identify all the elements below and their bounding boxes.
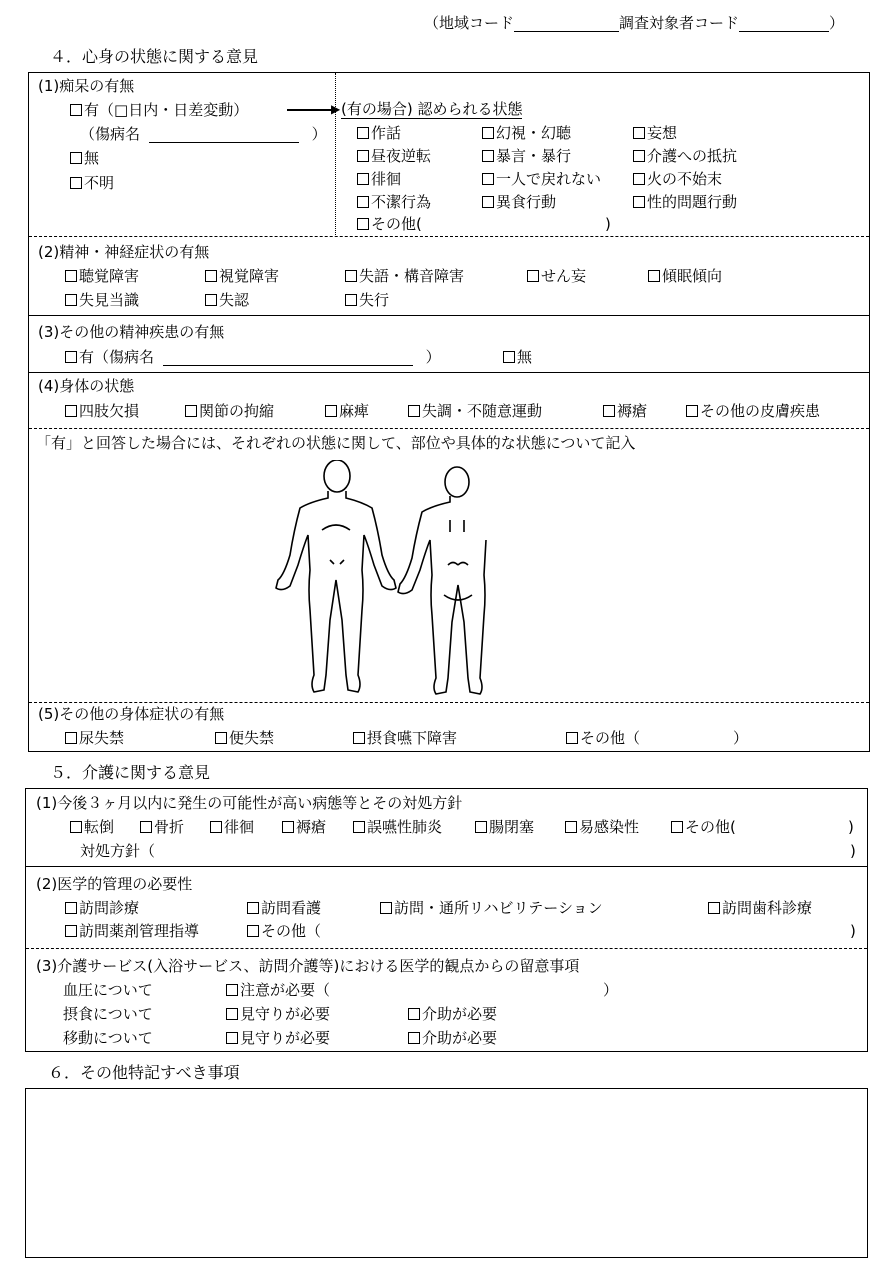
q1-label: (1)痴呆の有無 [38,77,135,95]
checkbox[interactable] [65,270,77,282]
state-item[interactable]: 異食行動 [482,193,556,211]
policy-label[interactable]: 対処方針（ [80,842,156,860]
checkbox[interactable] [566,732,578,744]
checkbox[interactable] [603,405,615,417]
checkbox[interactable] [475,821,487,833]
s5-q1-item[interactable]: 転倒 [70,818,114,836]
state-item[interactable]: 幻視・幻聴 [482,124,571,142]
state-item[interactable]: 介護への抵抗 [633,147,737,165]
state-other[interactable]: その他( [357,215,422,233]
q2-item[interactable]: 傾眠傾向 [648,267,722,285]
checkbox[interactable] [210,821,222,833]
dementia-no[interactable]: 無 [70,149,99,167]
intake-option[interactable]: 介助が必要 [408,1005,497,1023]
section-5-title: ５．介護に関する意見 [50,763,211,782]
q3-label: (3)その他の精神疾患の有無 [38,323,225,341]
checkbox[interactable] [633,127,645,139]
q3-yes[interactable]: 有（傷病名 ） [65,348,441,366]
bp-close: ） [603,981,619,999]
checkbox[interactable] [353,821,365,833]
divider [26,948,867,949]
q2-item[interactable]: 失認 [205,291,249,309]
checkbox[interactable] [357,150,369,162]
checkbox[interactable] [482,150,494,162]
checkbox[interactable] [65,732,77,744]
checkbox[interactable] [345,270,357,282]
notes-textarea[interactable] [25,1088,868,1258]
q4-label: (4)身体の状態 [38,377,135,395]
state-item[interactable]: 暴言・暴行 [482,147,571,165]
s5-q1-other-close: ) [848,818,854,836]
region-code-label: 地域コード [439,14,515,32]
arrow-head-icon: ▶ [331,102,341,116]
q5-item[interactable]: 便失禁 [215,729,274,747]
front-body-icon [276,460,396,692]
q4-item[interactable]: その他の皮膚疾患 [686,402,820,420]
state-item[interactable]: 火の不始末 [633,170,722,188]
bp-option[interactable]: 注意が必要（ [226,981,330,999]
checkbox[interactable] [633,196,645,208]
s5-q2-label: (2)医学的管理の必要性 [36,875,193,893]
checkbox[interactable] [357,218,369,230]
divider [29,315,869,316]
disease-name-row: （傷病名 ） [80,125,327,143]
checkbox[interactable] [205,270,217,282]
checkbox[interactable] [708,902,720,914]
checkbox[interactable] [65,902,77,914]
state-item[interactable]: 昼夜逆転 [357,147,431,165]
divider [29,372,869,373]
s5-q1-item[interactable]: その他( [671,818,736,836]
if-yes-label: (有の場合) 認められる状態 [341,100,523,118]
arrow-line [287,109,335,111]
q5-item[interactable]: その他（ [566,729,640,747]
divider [29,702,869,703]
s5-q2-other-close: ) [850,922,856,940]
checkbox[interactable] [226,1032,238,1044]
q2-item[interactable]: 失語・構音障害 [345,267,464,285]
checkbox[interactable] [325,405,337,417]
s5-q3-label: (3)介護サービス(入浴サービス、訪問介護等)における医学的観点からの留意事項 [36,957,580,975]
checkbox[interactable] [140,821,152,833]
checkbox[interactable] [226,984,238,996]
checkbox[interactable] [408,1008,420,1020]
state-item[interactable]: 一人で戻れない [482,170,601,188]
q4-item[interactable]: 麻痺 [325,402,369,420]
checkbox[interactable] [503,351,515,363]
intake-option[interactable]: 見守りが必要 [226,1005,330,1023]
checkbox[interactable] [205,294,217,306]
q5-item[interactable]: 摂食嚥下障害 [353,729,457,747]
q2-item[interactable]: 失見当識 [65,291,139,309]
intake-topic: 摂食について [63,1005,153,1023]
q2-label: (2)精神・神経症状の有無 [38,243,210,261]
section-6-title: ６．その他特記すべき事項 [48,1063,240,1082]
checkbox[interactable] [648,270,660,282]
divider [29,236,869,237]
section-4-title: ４．心身の状態に関する意見 [50,47,259,66]
checkbox[interactable] [482,196,494,208]
state-item[interactable]: 作話 [357,124,401,142]
q2-item[interactable]: 聴覚障害 [65,267,139,285]
checkbox[interactable] [65,405,77,417]
checkbox[interactable] [70,177,82,189]
checkbox[interactable] [65,925,77,937]
q5-item[interactable]: 尿失禁 [65,729,124,747]
checkbox[interactable] [226,1008,238,1020]
s5-q1-label: (1)今後３ヶ月以内に発生の可能性が高い病態等とその対処方針 [36,794,463,812]
checkbox[interactable] [353,732,365,744]
s5-q1-item[interactable]: 誤嚥性肺炎 [353,818,442,836]
q4-item[interactable]: 四肢欠損 [65,402,139,420]
mobility-option[interactable]: 見守りが必要 [226,1029,330,1047]
checkbox[interactable] [70,104,82,116]
bp-topic: 血圧について [63,981,153,999]
checkbox[interactable] [408,1032,420,1044]
disease-name-field[interactable] [149,127,299,143]
checkbox[interactable] [70,821,82,833]
daily-variation-option[interactable]: （□日内・日差変動） [99,101,249,119]
dementia-yes[interactable]: 有（□日内・日差変動） [70,101,248,119]
checkbox[interactable] [70,152,82,164]
mobility-option[interactable]: 介助が必要 [408,1029,497,1047]
body-instruction: 「有」と回答した場合には、それぞれの状態に関して、部位や具体的な状態について記入 [36,434,636,452]
state-item[interactable]: 性的問題行動 [633,193,737,211]
s5-q2-item[interactable]: その他（ [247,922,321,940]
checkbox[interactable] [633,173,645,185]
checkbox[interactable] [282,821,294,833]
q2-item[interactable]: せん妄 [527,267,586,285]
q2-item[interactable]: 視覚障害 [205,267,279,285]
back-body-icon [398,467,486,694]
s5-q2-item[interactable]: 訪問・通所リハビリテーション [380,899,603,917]
body-diagram-icon[interactable] [270,460,500,700]
checkbox[interactable] [65,351,77,363]
mobility-topic: 移動について [63,1029,153,1047]
subject-code-label: 調査対象者コード [619,14,740,32]
divider [26,866,867,867]
checkbox[interactable] [185,405,197,417]
state-item[interactable]: 不潔行為 [357,193,431,211]
q1-divider [335,73,336,235]
checkbox[interactable] [357,173,369,185]
s5-q1-item[interactable]: 徘徊 [210,818,254,836]
state-item[interactable]: 妄想 [633,124,677,142]
checkbox[interactable] [345,294,357,306]
state-other-close: ) [605,215,611,233]
checkbox[interactable] [633,150,645,162]
divider [29,428,869,429]
checkbox[interactable] [215,732,227,744]
checkbox[interactable] [380,902,392,914]
checkbox[interactable] [357,196,369,208]
checkbox[interactable] [686,405,698,417]
s5-q2-item[interactable]: 訪問看護 [247,899,321,917]
q4-item[interactable]: 褥瘡 [603,402,647,420]
q5-other-close: ） [733,729,749,747]
checkbox[interactable] [65,294,77,306]
checkbox[interactable] [247,925,259,937]
s5-q2-item[interactable]: 訪問歯科診療 [708,899,812,917]
checkbox[interactable] [247,902,259,914]
q4-item[interactable]: 失調・不随意運動 [408,402,542,420]
dementia-unknown[interactable]: 不明 [70,174,114,192]
checkbox[interactable] [565,821,577,833]
checkbox[interactable] [527,270,539,282]
checkbox[interactable] [357,127,369,139]
checkbox[interactable] [671,821,683,833]
q3-no[interactable]: 無 [503,348,532,366]
header-codes: （地域コード 調査対象者コード ） [424,14,845,32]
region-code-field[interactable] [514,16,619,32]
q3-disease-name-field[interactable] [163,350,413,366]
s5-q1-item[interactable]: 骨折 [140,818,184,836]
checkbox[interactable] [482,173,494,185]
s5-q2-item[interactable]: 訪問薬剤管理指導 [65,922,199,940]
checkbox[interactable] [482,127,494,139]
q2-item[interactable]: 失行 [345,291,389,309]
state-item[interactable]: 徘徊 [357,170,401,188]
s5-q1-item[interactable]: 褥瘡 [282,818,326,836]
q4-item[interactable]: 関節の拘縮 [185,402,274,420]
s5-q2-item[interactable]: 訪問診療 [65,899,139,917]
s5-q1-item[interactable]: 易感染性 [565,818,639,836]
checkbox[interactable] [408,405,420,417]
q5-label: (5)その他の身体症状の有無 [38,705,225,723]
policy-close: ) [850,842,856,860]
s5-q1-item[interactable]: 腸閉塞 [475,818,534,836]
subject-code-field[interactable] [739,16,829,32]
